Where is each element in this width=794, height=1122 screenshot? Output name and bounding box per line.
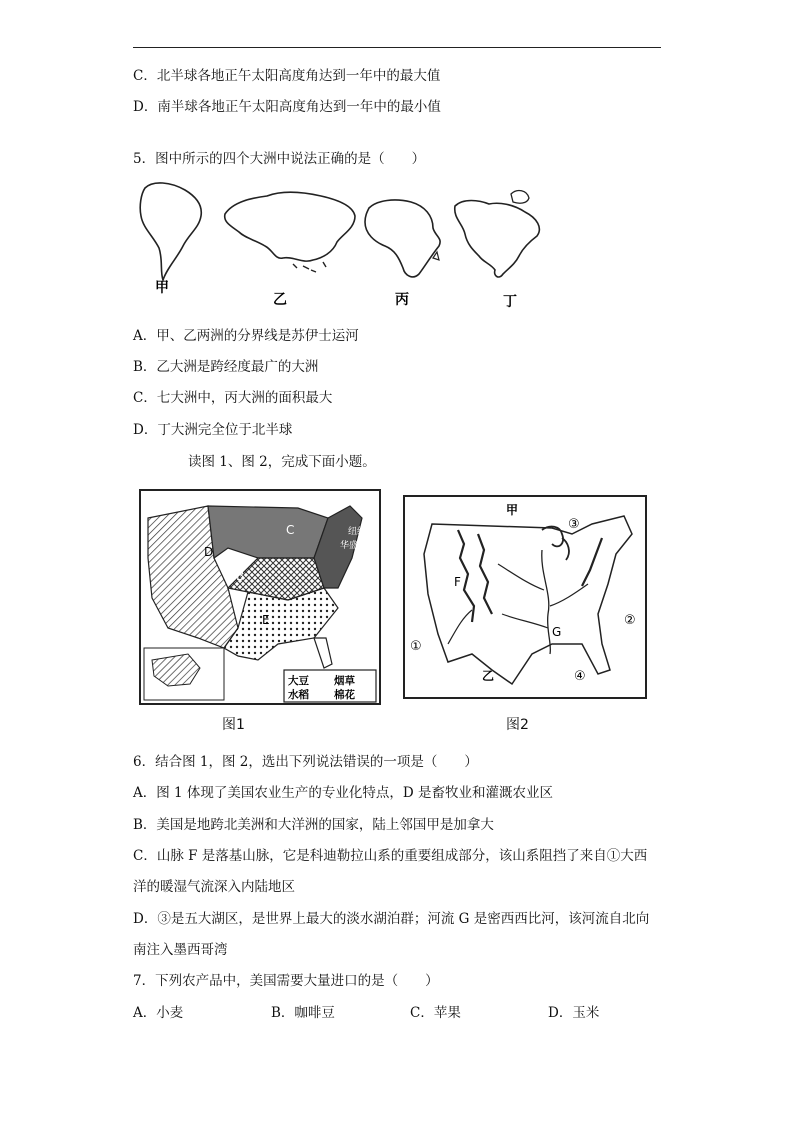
figure-2-caption: 图2 — [506, 717, 529, 733]
label-d: D — [204, 545, 214, 559]
q7-option-d: D．玉米 — [548, 1005, 600, 1021]
q6-option-c-line2: 洋的暖湿气流深入内陆地区 — [133, 879, 295, 895]
label-yi: 乙 — [273, 292, 287, 308]
question-7: 7．下列农产品中，美国需要大量进口的是（ ） — [133, 973, 439, 989]
label-n4: ④ — [574, 669, 586, 684]
q5-option-c: C．七大洲中，丙大洲的面积最大 — [133, 390, 333, 406]
africa-outline — [365, 200, 440, 277]
continents-figure — [133, 176, 553, 308]
question-5: 5．图中所示的四个大洲中说法正确的是（ ） — [133, 151, 426, 167]
q6-option-d-line1: D．③是五大湖区，是世界上最大的淡水湖泊群；河流 G 是密西西比河，该河流自北向 — [133, 911, 650, 927]
label-f: F — [454, 575, 461, 589]
label-n2: ② — [624, 613, 636, 628]
q7-option-b: B．咖啡豆 — [271, 1005, 335, 1021]
label-city2: 华盛顿 — [340, 541, 368, 551]
q5-option-a: A．甲、乙两洲的分界线是苏伊士运河 — [133, 328, 359, 344]
legend-rice: 水稻 — [288, 689, 309, 701]
q7-option-c: C．苹果 — [410, 1005, 461, 1021]
asia-islands — [293, 262, 326, 272]
header-rule — [133, 47, 661, 48]
label-ding: 丁 — [503, 294, 517, 308]
south-america-outline — [140, 183, 201, 280]
q7-option-a: A．小麦 — [133, 1005, 184, 1021]
label-jia: 甲 — [506, 503, 519, 517]
label-city1: 纽约 — [348, 527, 367, 537]
figure-1-agriculture-map — [138, 488, 382, 708]
question-6: 6．结合图 1，图 2，选出下列说法错误的一项是（ ） — [133, 754, 478, 770]
label-bing: 丙 — [395, 292, 409, 308]
q6-option-c-line1: C．山脉 F 是落基山脉，它是科迪勒拉山系的重要组成部分，该山系阻挡了来自①大西 — [133, 848, 648, 864]
asia-outline — [225, 192, 355, 261]
reading-instruction: 读图 1、图 2，完成下面小题。 — [188, 454, 376, 470]
label-g: G — [552, 625, 562, 639]
legend-tobacco: 烟草 — [334, 675, 355, 687]
north-america-outline — [455, 201, 540, 277]
q6-option-d-line2: 南注入墨西哥湾 — [133, 942, 228, 958]
label-yi: 乙 — [482, 669, 495, 683]
q5-option-b: B．乙大洲是跨经度最广的大洲 — [133, 359, 319, 375]
greenland-outline — [511, 191, 529, 204]
q6-option-b: B．美国是地跨北美洲和大洋洲的国家，陆上邻国甲是加拿大 — [133, 817, 494, 833]
label-e: E — [262, 613, 270, 627]
label-n1: ① — [410, 639, 422, 654]
option-d-prev: D．南半球各地正午太阳高度角达到一年中的最小值 — [133, 99, 441, 115]
label-c: C — [286, 523, 295, 537]
legend-cotton: 棉花 — [334, 689, 355, 701]
option-c-prev: C．北半球各地正午太阳高度角达到一年中的最大值 — [133, 68, 441, 84]
legend-soy: 大豆 — [288, 675, 309, 687]
q5-option-d: D．丁大洲完全位于北半球 — [133, 422, 293, 438]
label-n3: ③ — [568, 517, 580, 532]
label-jia: 甲 — [155, 280, 169, 296]
label-b: B — [236, 569, 245, 583]
figure-1-caption: 图1 — [222, 717, 245, 733]
figure-2-physical-map — [402, 494, 648, 700]
q6-option-a: A．图 1 体现了美国农业生产的专业化特点，D 是畜牧业和灌溉农业区 — [133, 785, 554, 801]
